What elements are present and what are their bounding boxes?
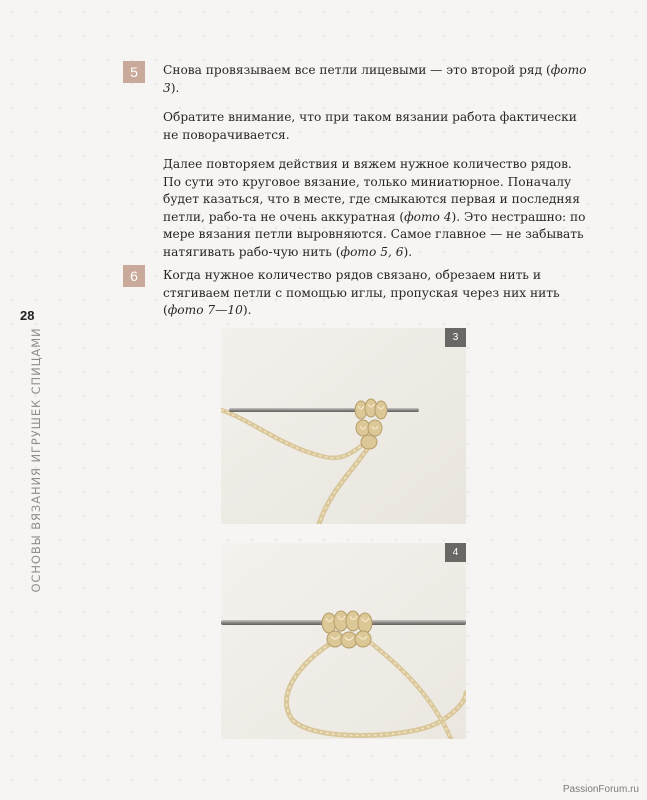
photo-4 — [221, 543, 466, 739]
step-number-badge: 6 — [123, 265, 145, 287]
step-5-paragraph — [163, 62, 593, 97]
continuation-paragraph — [163, 156, 593, 261]
text-run: Снова провязываем все петли лицевыми — это второй ряд ( — [163, 63, 551, 77]
text-run: ). — [403, 244, 413, 259]
photo-reference: фото 4 — [404, 209, 452, 224]
text-run: ). — [242, 303, 252, 317]
photo-number-tag: 3 — [445, 328, 466, 347]
section-title-text: ОСНОВЫ ВЯЗАНИЯ ИГРУШЕК СПИЦАМИ — [29, 327, 43, 593]
text-run: ). — [170, 80, 180, 95]
step-number-badge: 5 — [123, 61, 145, 83]
note-paragraph: Обратите внимание, что при таком вязании работа фактически не поворачивается. — [163, 110, 577, 142]
page-number: 28 — [20, 308, 35, 323]
photo-reference: фото 5, 6 — [340, 244, 404, 259]
photo-3 — [221, 328, 466, 524]
step-6-paragraph — [163, 267, 593, 320]
photo-reference: фото 3 — [163, 63, 587, 95]
watermark: PassionForum.ru — [562, 784, 639, 795]
text-run: Когда нужное количество рядов связано, обрезаем нить и стягиваем петли с помощью иглы, пропуская через них нить ( — [163, 268, 560, 317]
photo-number-tag: 4 — [445, 543, 466, 562]
photo-reference: фото 7—10 — [167, 303, 243, 317]
knitting-photo-4-illustration — [221, 543, 466, 739]
knitting-photo-3-illustration — [221, 328, 466, 524]
text-run: Далее повторяем действия и вяжем нужное количество рядов. По сути это круговое вязание, только миниатюрное. Поначалу будет казаться, что в месте, где смыкаются первая и последняя петли, рабо-та не очень аккуратная ( — [163, 157, 580, 224]
text-run: ). Это нестрашно: по мере вязания петли выровняются. Самое главное — не забывать натягивать рабо-чую нить ( — [163, 209, 586, 259]
